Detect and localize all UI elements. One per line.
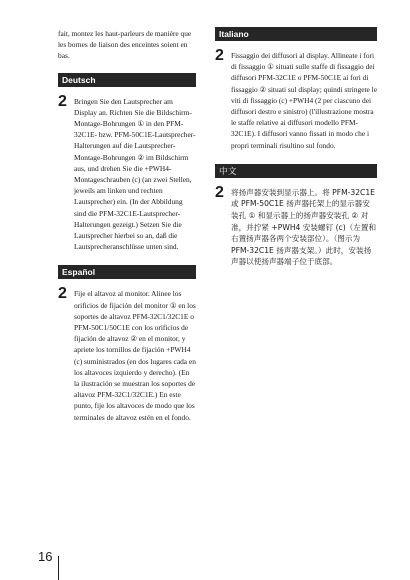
- section-header-deutsch: Deutsch: [58, 73, 196, 87]
- french-continuation-text: fait, montez les haut-parleurs de manière que les bornes de liaison des enceintes soient en bas.: [58, 29, 192, 61]
- step-number: 2: [215, 183, 224, 201]
- page-number-divider: [58, 556, 59, 580]
- left-column: [58, 0, 196, 423]
- step-italiano: [215, 47, 378, 151]
- step-text-italiano: Fissaggio dei diffusori al display. Allineate i fori di fissaggio ① situati sulle staffe di fissaggio dei diffusori PFM-32C1E o PFM-50C1E ai fori di fissaggio ② situati sul display; quindi stringete le viti di fissaggio (c) +PWH4 (2 per ciascuno dei diffusori destro e sinistro) (l'illustrazione mostra le staffe relative ai diffusori modello PFM-32C1E). I diffusori vanno fissati in modo che i propri terminali risultino sul fondo.: [231, 51, 378, 150]
- step-text-espanol: Fije el altavoz al monitor. Alinee los orificios de fijación del monitor ① en los soportes de altavoz PFM-32C1/32C1E o PFM-50C1/50C1E con los orificios de fijación de altavoz ② en el monitor, y apriete los tornillos de fijación +PWH4 (c) suministrados (en dos lugares cada en los altavoces izquierdo y derecho). (En la ilustración se muestran los soportes de altavoz PFM-32C1/32C1E.) En este punto, fije los altavoces de modo que los terminales de altavoz estén en el fondo.: [74, 289, 196, 422]
- section-header-chinese: 中文: [215, 164, 377, 178]
- step-number: 2: [215, 47, 224, 64]
- step-espanol: [58, 285, 196, 422]
- section-header-espanol: Español: [58, 265, 196, 279]
- right-column: [215, 0, 377, 268]
- step-text-chinese: 将扬声器安装到显示器上。将 PFM-32C1E 或 PFM-50C1E 扬声器托架上的显示器安装孔 ① 和显示器上的扬声器安装孔 ② 对准，并拧紧 +PWH4 安装螺钉 (c)（左置和右置扬声器各两个安装部位）。（图示为 PFM-32C1E 扬声器支架。）此时，安装扬声器以使扬声器端子位于底部。: [231, 187, 377, 267]
- step-number: 2: [58, 285, 67, 303]
- step-number: 2: [58, 92, 67, 110]
- page-number: 16: [38, 549, 53, 564]
- step-deutsch: [58, 92, 196, 253]
- section-header-italiano: Italiano: [215, 27, 377, 41]
- step-chinese: [215, 183, 377, 268]
- step-text-deutsch: Bringen Sie den Lautsprecher am Display an. Richten Sie die Bildschirm-Montage-Bohrungen ① in den PFM-32C1E- bzw. PFM-50C1E-Lautsprecher-Halterungen auf die Lautsprecher-Montage-Bohrungen ② im Bildschirm aus, und drehen Sie die +PWH4-Montageschrauben (c) (an zwei Stellen, jeweils am linken und rechten Lautsprecher) ein. (In der Abbildung sind die PFM-32C1E-Lautsprecher-Halterungen gezeigt.) Setzen Sie die Lautsprecher hierbei so an, daß die Lautsprecheranschlüsse unten sind.: [74, 96, 196, 252]
